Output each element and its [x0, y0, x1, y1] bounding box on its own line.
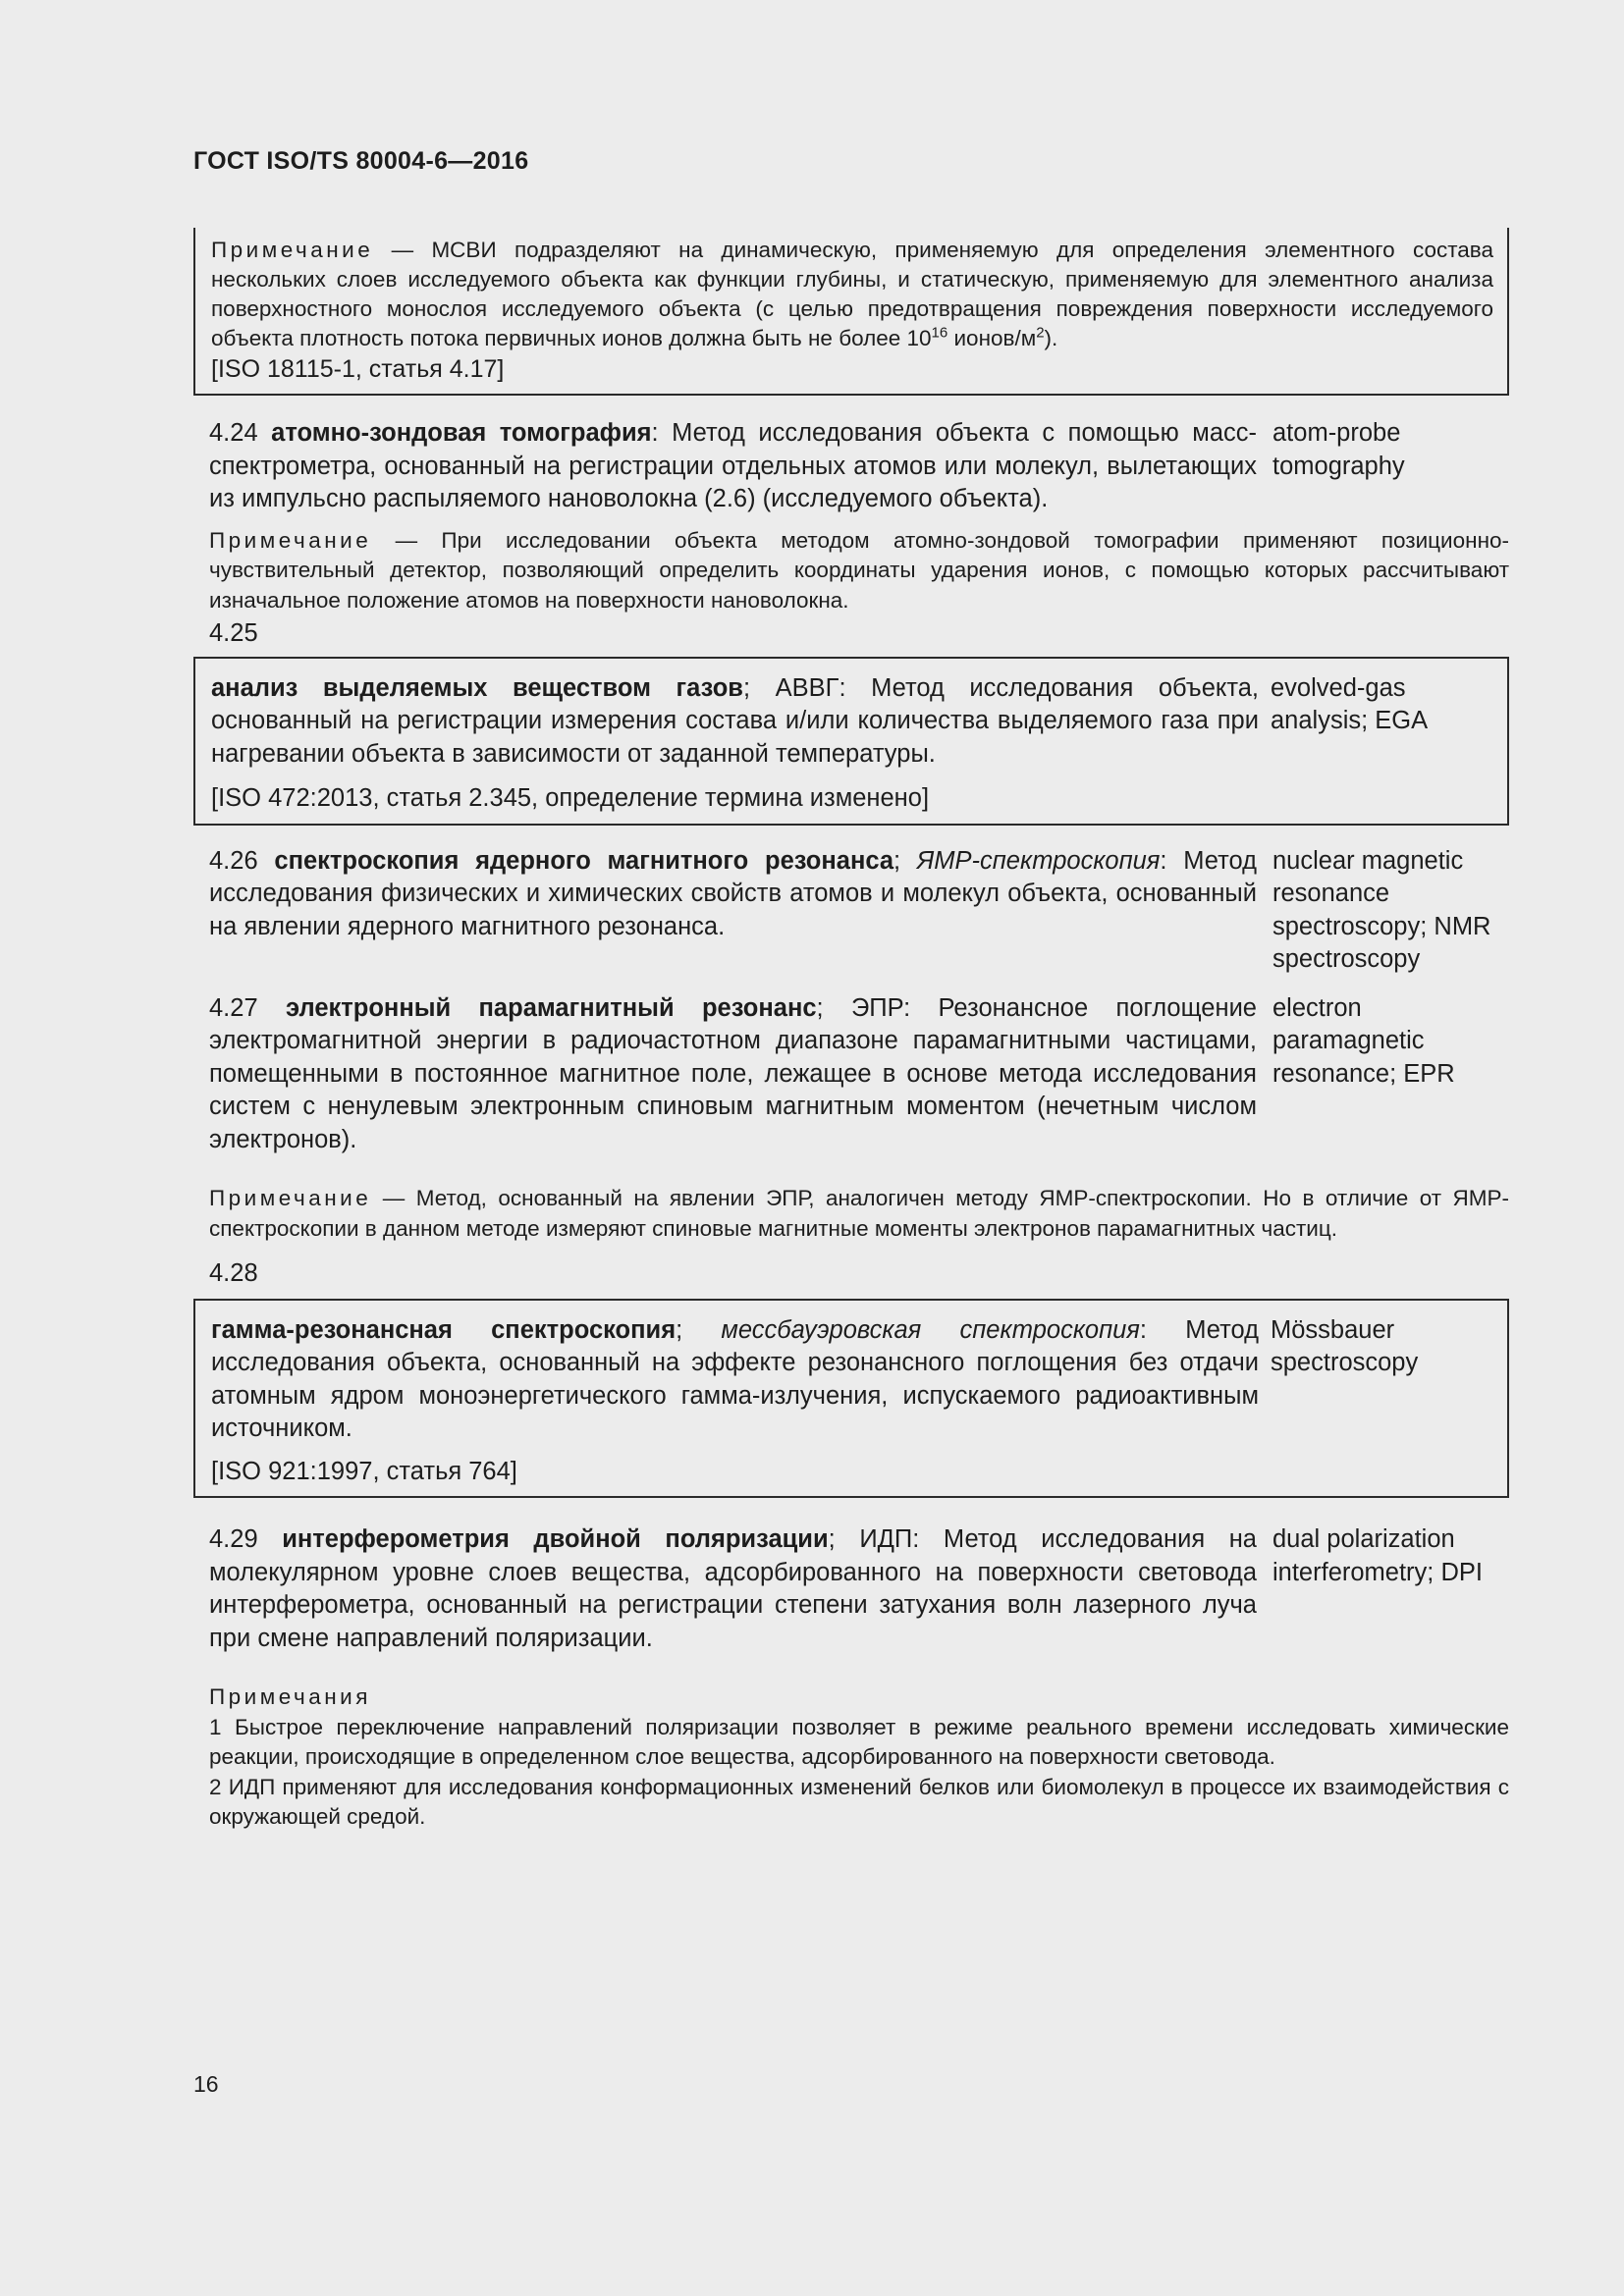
english-term: evolved-gas analysis; EGA — [1271, 673, 1429, 734]
term-box-4-25: анализ выделяемых веществом газов; АВВГ: Метод исследования объекта, основанный на регистрации измерения состава и/или количества выделяемого газа при нагревании объекта в зависимости от заданной температуры. evolved-gas analysis; EGA [ISO 472:2013, статья 2.345, определение термина изменено] — [193, 657, 1509, 826]
entry-number-4-25: 4.25 — [209, 619, 258, 647]
document-body — [193, 228, 1509, 1833]
english-term: nuclear magnetic resonance spectroscopy; NMR spectroscopy — [1272, 846, 1491, 973]
term-entry-4-29: 4.29 интерферометрия двойной поляризации; ИДП: Метод исследования на молекулярном уровне слоев вещества, адсорбированного на поверхности световода интерферометра, основанный на регистрации степени затухания волн лазерного луча при смене направлений поляризации. dual polarization interferometry; DPI — [193, 1523, 1509, 1655]
page-number: 16 — [193, 2071, 219, 2097]
english-term: atom-probe tomography — [1272, 419, 1405, 480]
note-label: Примечание — [211, 238, 374, 262]
alt-term: ЯМР-спектроскопия — [916, 846, 1161, 875]
term-entry-4-26: 4.26 спектроскопия ядерного магнитного резонанса; ЯМР-спектроскопия: Метод исследования физических и химических свойств атомов и молекул объекта, основанный на явлении ядерного магнитного резонанса. nuclear magnetic resonance spectroscopy; NMR spectroscopy — [193, 845, 1509, 977]
notes-4-29 — [193, 1682, 1509, 1833]
notes-label: Примечания — [209, 1684, 371, 1709]
term: анализ выделяемых веществом газов — [211, 673, 743, 702]
english-term: Mössbauer spectroscopy — [1271, 1315, 1419, 1376]
alt-term: мессбауэровская спектроскопия — [721, 1315, 1140, 1344]
note-2: 2 ИДП применяют для исследования конформационных изменений белков или биомолекул в процессе их взаимодействия с окружающей средой. — [209, 1774, 1509, 1829]
term: атомно-зондовая томография — [271, 419, 652, 447]
term: гамма-резонансная спектроскопия — [211, 1315, 677, 1344]
english-term: dual polarization interferometry; DPI — [1272, 1525, 1483, 1586]
term-entry-4-24: 4.24 атомно-зондовая томография: Метод исследования объекта с помощью масс-спектрометра, основанный на регистрации отдельных атомов или молекул, вылетающих из импульсно распыляемого нановолокна (2.6) (исследуемого объекта). atom-probe tomography — [193, 417, 1509, 516]
term-entry-4-27: 4.27 электронный парамагнитный резонанс; ЭПР: Резонансное поглощение электромагнитной энергии в радиочастотном диапазоне парамагнитными частицами, помещенными в постоянное магнитное поле, лежащее в основе метода исследования систем с ненулевым электронным спиновым магнитным моментом (нечетным числом электронов). electron paramagnetic resonance; EPR — [193, 992, 1509, 1157]
source-4-25: [ISO 472:2013, статья 2.345, определение термина изменено] — [211, 784, 930, 812]
source-4-28: [ISO 921:1997, статья 764] — [211, 1457, 517, 1485]
english-term: electron paramagnetic resonance; EPR — [1272, 993, 1455, 1088]
top-note-source: [ISO 18115-1, статья 4.17] — [211, 355, 505, 383]
top-note-text: Примечание — МСВИ подразделяют на динамическую, применяемую для определения элементного состава нескольких слоев исследуемого объекта как функции глубины, и статическую, применяемую для элементного анализа поверхностного монослоя исследуемого объекта (с целью предотвращения повреждения поверхности исследуемого объекта плотность потока первичных ионов должна быть не более $10^{16}$ ионов/$м^2$). — [211, 238, 1493, 350]
note-4-24: Примечание — При исследовании объекта методом атомно-зондовой томографии применяют позиционно-чувствительный детектор, позволяющий определить координаты ударения ионов, с помощью которых рассчитывают изначальное положение атомов на поверхности нановолокна. — [209, 527, 1509, 613]
term: электронный парамагнитный резонанс — [286, 993, 817, 1022]
note-1: 1 Быстрое переключение направлений поляризации позволяет в режиме реального времени исследовать химические реакции, происходящие в определенном слое вещества, адсорбированного на поверхности световода. — [209, 1714, 1509, 1769]
term-box-4-28: гамма-резонансная спектроскопия; мессбауэровская спектроскопия: Метод исследования объекта, основанный на эффекте резонансного поглощения без отдачи атомным ядром моноэнергетического гамма-излучения, испускаемого радиоактивным источником. Mössbauer spectroscopy [ISO 921:1997, статья 764] — [193, 1299, 1509, 1499]
top-note-box — [193, 228, 1509, 396]
term: спектроскопия ядерного магнитного резонанса — [274, 846, 894, 875]
term: интерферометрия двойной поляризации — [282, 1525, 829, 1553]
document-header: ГОСТ ISO/TS 80004-6—2016 — [193, 147, 529, 175]
note-4-27: Примечание — Метод, основанный на явлении ЭПР, аналогичен методу ЯМР-спектроскопии. Но в отличие от ЯМР-спектроскопии в данном методе измеряют спиновые магнитные моменты электронов парамагнитных частиц. — [209, 1186, 1509, 1241]
entry-number-4-28: 4.28 — [209, 1259, 258, 1287]
